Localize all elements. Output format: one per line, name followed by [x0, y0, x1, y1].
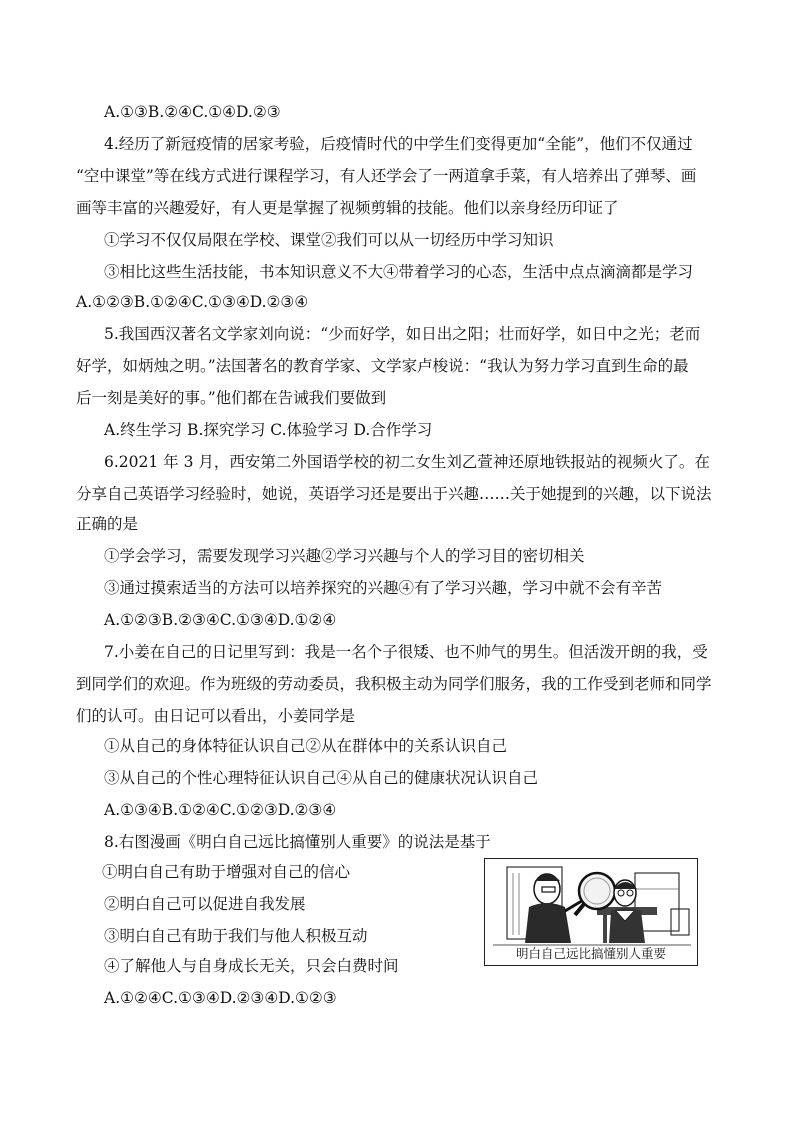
q5-options: A.终生学习 B.探究学习 C.体验学习 D.合作学习: [104, 421, 433, 439]
q6-stem-line-3: 正确的是: [76, 515, 139, 533]
q8-options: A.①②④C.①③④D.②③④D.①②③: [104, 989, 337, 1007]
q6-stem-line-2: 分享自己英语学习经验时，她说，英语学习还是要出于兴趣……关于她提到的兴趣，以下说法: [76, 485, 712, 503]
q8-statement-4: ④了解他人与自身成长无关，只会白费时间: [104, 957, 399, 975]
q3-options: A.①③B.②④C.①④D.②③: [104, 103, 281, 121]
q5-stem-line-3: 后一刻是美好的事。”他们都在告诫我们要做到: [76, 389, 387, 407]
q4-stem-line-2: “空中课堂”等在线方式进行课程学习，有人还学会了一两道拿手菜，有人培养出了弹琴、画: [76, 167, 697, 185]
q4-statements-1: ①学习不仅仅局限在学校、课堂②我们可以从一切经历中学习知识: [104, 231, 554, 249]
q4-statements-2: ③相比这些生活技能，书本知识意义不大④带着学习的心态，生活中点点滴滴都是学习: [104, 263, 694, 281]
q4-options: A.①②③B.①②④C.①③④D.②③④: [76, 293, 309, 311]
q6-statements-2: ③通过摸索适当的方法可以培养探究的兴趣④有了学习兴趣，学习中就不会有辛苦: [104, 579, 663, 597]
q8-statement-3: ③明白自己有助于我们与他人积极互动: [104, 927, 368, 945]
q4-stem-line-1: 4.经历了新冠疫情的居家考验，后疫情时代的中学生们变得更加“全能”，他们不仅通过: [104, 135, 693, 153]
q7-stem-line-2: 到同学们的欢迎。作为班级的劳动委员，我积极主动为同学们服务，我的工作受到老师和同学: [76, 675, 712, 693]
cartoon-caption: 明白自己远比搞懂别人重要: [515, 946, 666, 961]
q8-statement-2: ②明白自己可以促进自我发展: [104, 895, 306, 913]
q6-stem-line-1: 6.2021 年 3 月，西安第二外国语学校的初二女生刘乙萱神还原地铁报站的视频火了。在: [104, 453, 710, 471]
q6-options: A.①②③B.②③④C.①③④D.①②④: [104, 611, 337, 629]
q4-stem-line-3: 画等丰富的兴趣爱好，有人更是掌握了视频剪辑的技能。他们以亲身经历印证了: [76, 199, 619, 217]
q8-stem: 8.右图漫画《明白自己远比搞懂别人重要》的说法是基于: [104, 833, 491, 851]
q8-statement-1: ①明白自己有助于增强对自己的信心: [102, 863, 351, 881]
q5-stem-line-1: 5.我国西汉著名文学家刘向说：“少而好学，如日出之阳；壮而好学，如日中之光；老而: [104, 325, 701, 343]
q6-statements-1: ①学会学习，需要发现学习兴趣②学习兴趣与个人的学习目的密切相关: [104, 547, 585, 565]
q8-cartoon: [484, 858, 698, 966]
q5-stem-line-2: 好学，如炳烛之明。”法国著名的教育学家、文学家卢梭说：“我认为努力学习直到生命的最: [76, 357, 689, 375]
q7-statements-2: ③从自己的个性心理特征认识自己④从自己的健康状况认识自己: [104, 769, 539, 787]
q7-stem-line-1: 7.小姜在自己的日记里写到：我是一名个子很矮、也不帅气的男生。但活泼开朗的我，受: [104, 643, 708, 661]
q7-statements-1: ①从自己的身体特征认识自己②从在群体中的关系认识自己: [104, 737, 508, 755]
q7-stem-line-3: 们的认可。由日记可以看出，小姜同学是: [76, 707, 356, 725]
q7-options: A.①③④B.①②④C.①②③D.②③④: [104, 801, 337, 819]
